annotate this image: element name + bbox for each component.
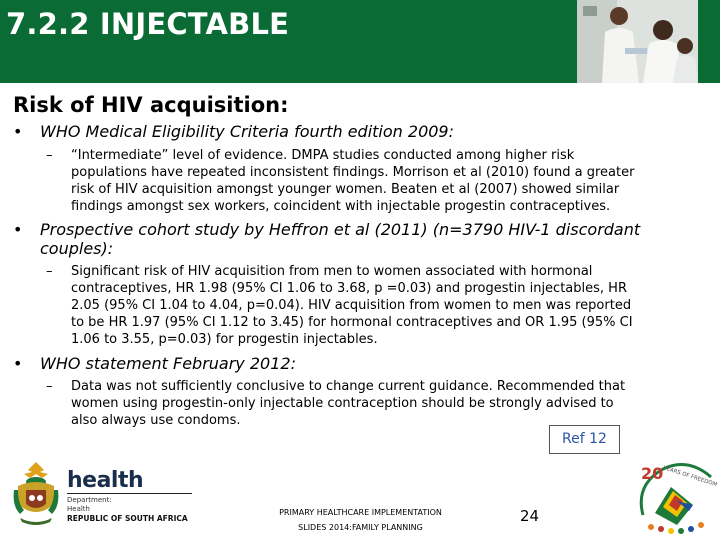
sub-bullet-line: 2.05 (95% CI 1.04 to 4.04, p=0.04). HIV acquisition from women to men was reported [71,298,632,313]
sub-bullet-line: to be HR 1.97 (95% CI 1.12 to 3.45) for hormonal contraceptives and OR 1.95 (95% CI [71,315,633,330]
slide-title: 7.2.2 INJECTABLE [6,7,290,41]
bullet-text: Prospective cohort study by Heffron et al (2011) (n=3790 HIV-1 discordant [40,220,641,239]
footer-line: PRIMARY HEALTHCARE IMPLEMENTATION [279,508,442,517]
logo-country: REPUBLIC OF SOUTH AFRICA [67,514,188,523]
logo-dept-line: Department: [67,496,112,504]
logo-divider [67,493,192,494]
sub-bullet-line: “Intermediate” level of evidence. DMPA studies conducted among higher risk [71,148,575,163]
logo-department [67,496,112,513]
sub-bullet-line: contraceptives, HR 1.98 (95% CI 1.06 to 3.68, p =0.03) and progestin injectables, HR [71,281,627,296]
logo-dept-line: Health [67,504,90,513]
bullet-dot: • [13,122,23,141]
department-of-health-logo [10,460,195,530]
sub-bullet-line: also always use condoms. [71,413,241,428]
health-worker-photo-image [577,0,698,83]
sub-bullet-line: populations have repeated inconsistent findings. Morrison et al (2010) found a greater [71,165,635,180]
reference-badge: Ref 12 [549,425,620,454]
sub-bullet-line: Data was not sufficiently conclusive to change current guidance. Recommended that [71,379,626,394]
bullet-dot: • [13,220,23,239]
coat-of-arms-icon [10,460,62,528]
sub-bullet-dash: – [46,148,53,163]
logo-health-wordmark: health [67,468,144,493]
anniversary-text: YEARS OF FREEDOM [662,465,718,489]
section-heading: Risk of HIV acquisition: [13,93,289,117]
footer-line: SLIDES 2014:FAMILY PLANNING [298,523,423,532]
freedom-emblem-icon [633,455,718,537]
anniversary-number: 20 [641,464,664,483]
sub-bullet-dash: – [46,264,53,279]
twenty-years-freedom-logo [633,455,718,537]
bullet-text: couples): [40,239,114,258]
sub-bullet-line: Significant risk of HIV acquisition from men to women associated with hormonal [71,264,593,279]
bullet-dot: • [13,354,23,373]
sub-bullet-line: 1.06 to 3.55, p=0.03) for progestin injectables. [71,332,378,347]
page-number: 24 [520,507,540,525]
bullet-text: WHO statement February 2012: [40,354,296,373]
footer-caption [258,505,463,535]
sub-bullet-line: risk of HIV acquisition amongst younger women. Beaten et al (2007) showed similar [71,182,620,197]
sub-bullet-line: findings amongst sex workers, coincident with injectable progestin contraceptives. [71,199,611,214]
title-bar [0,0,720,83]
bullet-text: WHO Medical Eligibility Criteria fourth edition 2009: [40,122,454,141]
header-photo [577,0,698,83]
sub-bullet-line: women using progestin-only injectable contraception should be strongly advised to [71,396,614,411]
sub-bullet-dash: – [46,379,53,394]
